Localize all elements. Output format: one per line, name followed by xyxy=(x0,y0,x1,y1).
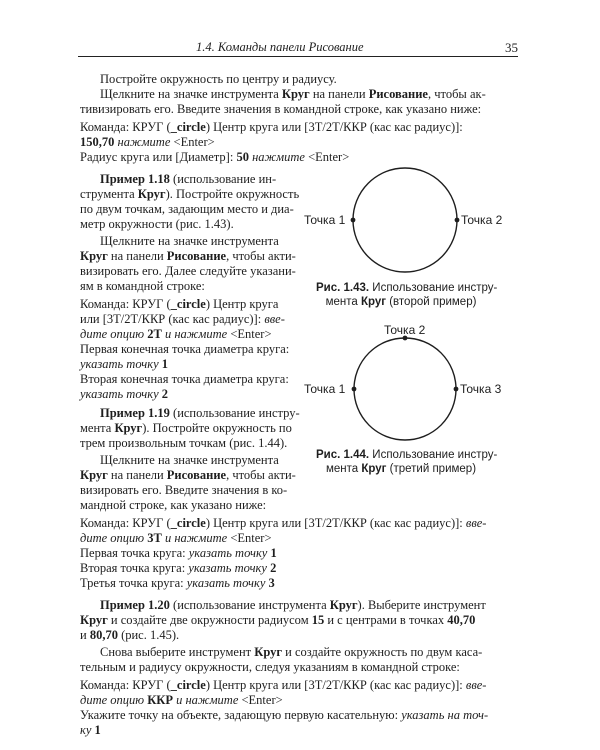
text-line: Постройте окружность по центру и радиусу. xyxy=(100,72,337,86)
text-line: Щелкните на значке инструмента Круг на панели Рисование, чтобы ак- xyxy=(100,87,486,101)
command-line: Команда: КРУГ (_circle) Центр круга или [3Т/2Т/ККР (кас кас радиус)]: xyxy=(80,120,463,134)
point-1-label: Точка 1 xyxy=(304,213,346,227)
point-2-label: Точка 2 xyxy=(461,213,503,227)
circle-shape xyxy=(354,338,456,440)
point-3-label: Точка 3 xyxy=(460,382,502,396)
point-2-label: Точка 2 xyxy=(384,323,426,337)
point-3-marker xyxy=(454,387,459,392)
point-1-marker xyxy=(352,387,357,392)
figure-caption: Рис. 1.44. Использование инстру- мента Круг (третий пример) xyxy=(316,449,498,475)
command-line: Радиус круга или [Диаметр]: 50 нажмите <Enter> xyxy=(80,150,350,164)
point-1-label: Точка 1 xyxy=(304,382,346,396)
command-line: 150,70 нажмите <Enter> xyxy=(80,135,215,149)
figure-caption: Рис. 1.43. Использование инстру- мента Круг (второй пример) xyxy=(316,282,498,308)
page-number: 35 xyxy=(505,40,518,55)
book-page: 1.4. Команды панели Рисование 35 Постройте окружность по центру и радиусу. Щелкните на значке инструмента Круг на панели Рисование, чтобы ак- тивизировать его. Введите значения в командной строке, как указано ниже: Команда: КРУГ (_circle) Центр круга или [3Т/2Т/ККР (кас кас радиус)]: 150,70 нажмите <Enter> Радиус круга или [Диаметр]: 50 нажмите <Enter> Пример 1.18 (использование ин- струмента Круг). Постройте окружность по двум точкам, задающим место и диа- метр окружности (рис. 1.43). Щелкните на значке инструмента Круг на панели Рисование, чтобы акти- визировать его. Далее следуйте указани- ям в командной строке: Команда: КРУГ (_circle) Центр круга или [3Т/2Т/ККР (кас кас радиус)]: вве- дите опцию 2Т и нажмите <Enter> Первая конечная точка диаметра круга: указать точку 1 Вторая конечная точка диаметра круга: указать точку 2 Пример 1.19 (использование инстру- мента Круг). Постройте окружность по трем произвольным точкам (рис. 1.44). Щелкните на значке инструмента Круг на панели Рисование, чтобы акти- визировать его. Введите значения в ко- мандной строке, как указано ниже: Команда: КРУГ (_circle) Центр круга или [3Т/2Т/ККР (кас кас радиус)]: вве- дите опцию 3Т и нажмите <Enter> Первая точка круга: указать точку 1 Вторая точка круга: указать точку 2 Третья точка круга: указать точку 3 Пример 1.20 (использование инструмента Круг). Выберите инструмент Круг и создайте две окружности радиусом 15 и с центрами в точках 40,70 и 80,70 (рис. 1.45). Снова выберите инструмент Круг и создайте окружность по двум каса- тельным и радиусу окружности, следуя указаниям в командной строке: Команда: КРУГ (_circle) Центр круга или [3Т/2Т/ККР (кас кас радиус)]: вве- дите опцию ККР и нажмите <Enter> Укажите точку на объекте, задающую первую касательную: указать на точ- ку 1 Точка 1 Точка 2 Рис. 1.43. Использование инстру- мента Круг (второй пример) Точка 2 Точка 1 Точка 3 Рис. 1.44. Использование инстру- мента Круг (третий пример) xyxy=(0,0,600,750)
header-title: 1.4. Команды панели Рисование xyxy=(196,40,364,54)
text-line: тивизировать его. Введите значения в командной строке, как указано ниже: xyxy=(80,102,482,116)
